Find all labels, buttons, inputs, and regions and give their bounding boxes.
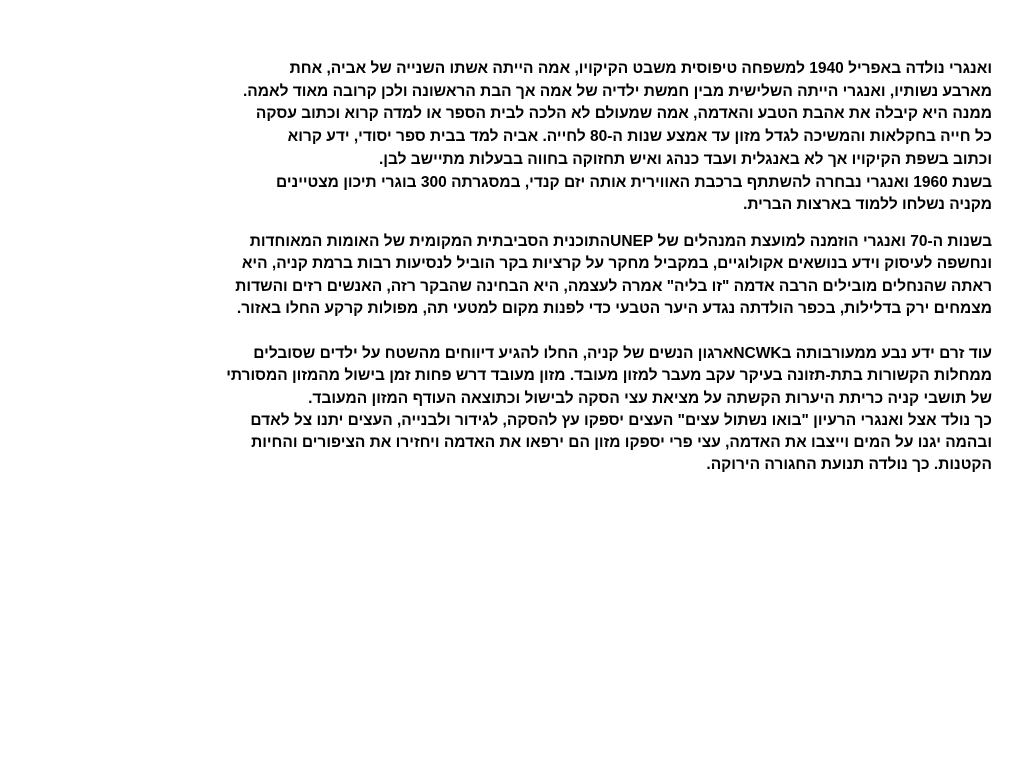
text-line: ממנה היא קיבלה את אהבת הטבע והאדמה, אמה שמעולם לא הלכה לבית הספר או למדה קרוא וכתוב עסקה [255, 105, 992, 123]
text-line: של תושבי קניה כריתת היערות הקשתה על מציאת עצי הסקה לבישול וכתוצאה העודף המזון המעובד. [308, 389, 992, 407]
text-line: הקטנות. כך נולדה תנועת החגורה הירוקה. [706, 456, 992, 474]
text-line: כך נולד אצל ואנגרי הרעיון "בואו נשתול עצים" העצים יספקו עץ להסקה, לגידור ולבנייה, העצים יתנו צל לאדם [250, 411, 992, 429]
text-line: בשנת 1960 ואנגרי נבחרה להשתתף ברכבת האווירית אותה יזם קנדי, במסגרתה 300 בוגרי תיכון מצטיינים [275, 173, 992, 191]
text-line: ראתה שהנחלים מובילים הרבה אדמה "זו בליה" אמרה לעצמה, היא הבחינה שהבקר רזה, האנשים רזים והשדות [235, 277, 992, 295]
text-line: כל חייה בחקלאות והמשיכה לגדל מזון עד אמצע שנות ה-80 לחייה. אביה למד בבית ספר יסודי, ידע קרוא [287, 128, 992, 146]
text-line: מצמחים ירק בדלילות, בכפר הולדתה נגדע היער הטבעי כדי לפנות מקום למטעי תה, מפולות קרקע החלו באזור. [236, 300, 992, 318]
text-line: מקניה נשלחו ללמוד בארצות הברית. [743, 196, 992, 214]
text-line: ממחלות הקשורות בתת-תזונה בעיקר עקב מעבר למזון מעובד. מזון מעובד דרש פחות זמן בישול מהמזון המסורתי [226, 367, 992, 385]
document-body [62, 58, 992, 477]
text-line: מארבע נשותיו, ואנגרי הייתה השלישית מבין חמשת ילדיה של אמה אך הבת הראשונה ולכן קרובה מאוד לאמה. [242, 82, 992, 100]
text-line: עוד זרם ידע נבע ממעורבותה בNCWKארגון הנשים של קניה, החלו להגיע דיווחים מהשטח על ילדים שסובלים [253, 344, 992, 362]
paragraph-unep [62, 231, 992, 321]
paragraph-birth [112, 58, 992, 217]
text-line: ונחשפה לעיסוק וידע בנושאים אקולוגיים, במקביל מחקר על קרציות בקר הוביל לנסיעות רבות ברמת קניה, היא [241, 255, 992, 273]
text-line: ובהמה יגנו על המים וייצבו את האדמה, עצי פרי יספקו מזון הם ירפאו את האדמה ויחזירו את הציפורים והחיות [251, 434, 992, 452]
paragraph-ncwk [62, 343, 992, 477]
text-line: בשנות ה-70 ואנגרי הוזמנה למועצת המנהלים של UNEPהתוכנית הסביבתית המקומית של האומות המאוחדות [249, 232, 992, 250]
text-line: וכתוב בשפת הקיקויו אך לא באנגלית ועבד כנהג ואיש תחזוקה בחווה בבעלות מתיישב לבן. [379, 150, 992, 168]
text-line: ואנגרי נולדה באפריל 1940 למשפחה טיפוסית משבט הקיקויו, אמה הייתה אשתו השנייה של אביה, אחת [289, 60, 992, 77]
